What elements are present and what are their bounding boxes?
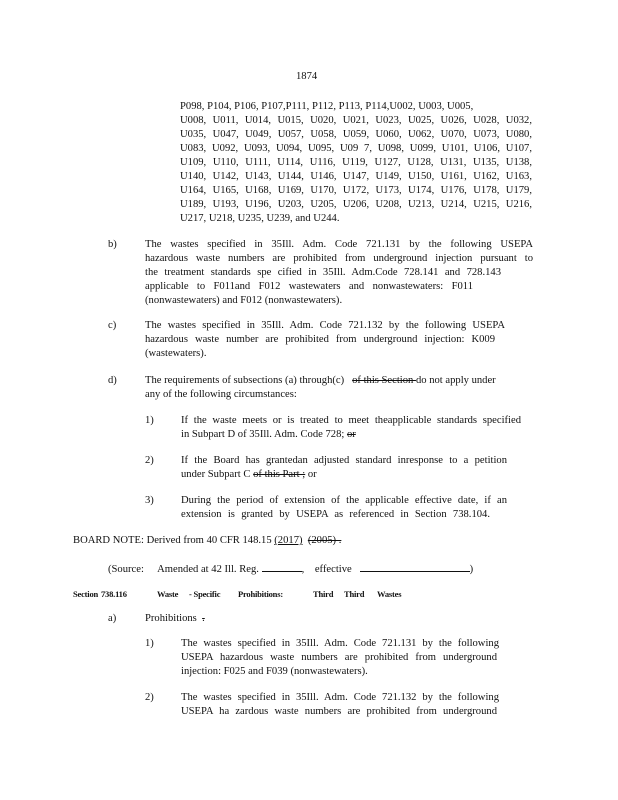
paragraph-line: extension is granted by USEPA as referenced in Section 738.104. bbox=[181, 509, 490, 520]
paragraph-line bbox=[145, 374, 496, 388]
inserted-text: (2017) bbox=[274, 535, 303, 546]
subsection-label: b) bbox=[108, 239, 117, 250]
heading-word: - Specific bbox=[189, 589, 221, 599]
text-run: under Subpart C bbox=[181, 469, 251, 480]
heading-word: Waste bbox=[157, 589, 179, 599]
heading-word: Third bbox=[344, 589, 365, 599]
text-run: BOARD NOTE: Derived from 40 CFR 148.15 bbox=[73, 535, 272, 546]
subsection-label: c) bbox=[108, 320, 117, 331]
text-run: (Source: bbox=[108, 564, 144, 575]
text-run: or bbox=[305, 469, 317, 480]
text-run: in Subpart D of 35Ill. Adm. Code 728; bbox=[181, 429, 345, 440]
heading-word: Section bbox=[73, 589, 99, 599]
heading-word: Prohibitions: bbox=[238, 589, 283, 599]
paragraph-line: USEPA ha zardous waste numbers are prohibited from underground bbox=[181, 706, 497, 717]
heading-word: 738.116 bbox=[101, 589, 127, 599]
subsection-label: d) bbox=[108, 375, 117, 386]
text-run: effective bbox=[314, 564, 352, 575]
item-label: 2) bbox=[145, 455, 154, 466]
paragraph-line: USEPA hazardous waste numbers are prohibited from underground bbox=[181, 652, 497, 663]
paragraph-line: any of the following circumstances: bbox=[145, 389, 297, 400]
text-run: do not apply under bbox=[415, 375, 496, 386]
paragraph-line: If the Board has grantedan adjusted standard inresponse to a petition bbox=[181, 455, 507, 466]
blank-line bbox=[360, 560, 470, 572]
waste-code-line: U035, U047, U049, U057, U058, U059, U060, U062, U070, U073, U080, bbox=[180, 129, 532, 140]
item-label: 2) bbox=[145, 692, 154, 703]
text-run: Prohibitions bbox=[145, 613, 197, 624]
waste-code-line: U083, U092, U093, U094, U095, U09 7, U098, U099, U101, U106, U107, bbox=[180, 143, 532, 154]
deleted-text: . bbox=[202, 613, 205, 624]
item-label: 3) bbox=[145, 495, 154, 506]
text-run: ) bbox=[469, 564, 474, 575]
text-run: Amended at 42 Ill. Reg. bbox=[157, 564, 259, 575]
paragraph-line: The wastes specified in 35Ill. Adm. Code 721.132 by the following USEPA bbox=[145, 320, 505, 331]
page-number: 1874 bbox=[296, 71, 318, 82]
heading-word: Third bbox=[313, 589, 334, 599]
paragraph-line: injection: F025 and F039 (nonwastewaters). bbox=[181, 666, 368, 677]
waste-code-line: U189, U193, U196, U203, U205, U206, U208, U213, U214, U215, U216, bbox=[180, 199, 532, 210]
subsection-title bbox=[145, 612, 205, 626]
paragraph-line: hazardous waste number are prohibited from underground injection: K009 bbox=[145, 334, 495, 345]
waste-code-line: P098, P104, P106, P107,P111, P112, P113, P114,U002, U003, U005, bbox=[180, 101, 474, 112]
paragraph-line bbox=[181, 468, 317, 482]
paragraph-line: (nonwastewaters) and F012 (nonwastewaters). bbox=[145, 295, 343, 306]
paragraph-line: If the waste meets or is treated to meet theapplicable standards specified bbox=[181, 415, 521, 426]
deleted-text: (2005) . bbox=[307, 535, 342, 546]
subsection-label: a) bbox=[108, 613, 117, 624]
board-note bbox=[73, 534, 341, 548]
item-label: 1) bbox=[145, 415, 154, 426]
blank-line bbox=[262, 560, 302, 572]
paragraph-line: The wastes specified in 35Ill. Adm. Code 721.132 by the following bbox=[181, 692, 499, 703]
waste-code-line: U008, U011, U014, U015, U020, U021, U023, U025, U026, U028, U032, bbox=[180, 115, 532, 126]
text-run: The requirements of subsections (a) through(c) bbox=[145, 375, 345, 386]
heading-word: Wastes bbox=[377, 589, 402, 599]
paragraph-line: The wastes specified in 35Ill. Adm. Code 721.131 by the following USEPA bbox=[145, 239, 533, 250]
source-note bbox=[108, 560, 473, 577]
text-run: , bbox=[301, 564, 305, 575]
waste-code-line: U140, U142, U143, U144, U146, U147, U149, U150, U161, U162, U163, bbox=[180, 171, 532, 182]
deleted-text: of this Part ; bbox=[253, 469, 306, 480]
paragraph-line: (wastewaters). bbox=[145, 348, 207, 359]
paragraph-line: During the period of extension of the applicable effective date, if an bbox=[181, 495, 507, 506]
deleted-text: of this Section bbox=[352, 375, 416, 386]
waste-code-line: U109, U110, U111, U114, U116, U119, U127, U128, U131, U135, U138, bbox=[180, 157, 532, 168]
paragraph-line bbox=[181, 428, 356, 442]
paragraph-line: applicable to F011and F012 wastewaters and nonwastewaters: F011 bbox=[145, 281, 473, 292]
paragraph-line: the treatment standards spe cified in 35Ill. Adm.Code 728.141 and 728.143 bbox=[145, 267, 501, 278]
paragraph-line: The wastes specified in 35Ill. Adm. Code 721.131 by the following bbox=[181, 638, 499, 649]
paragraph-line: hazardous waste numbers are prohibited from underground injection pursuant to bbox=[145, 253, 533, 264]
deleted-text: or bbox=[346, 429, 356, 440]
waste-code-line: U164, U165, U168, U169, U170, U172, U173, U174, U176, U178, U179, bbox=[180, 185, 532, 196]
waste-code-line: U217, U218, U235, U239, and U244. bbox=[180, 213, 340, 224]
item-label: 1) bbox=[145, 638, 154, 649]
